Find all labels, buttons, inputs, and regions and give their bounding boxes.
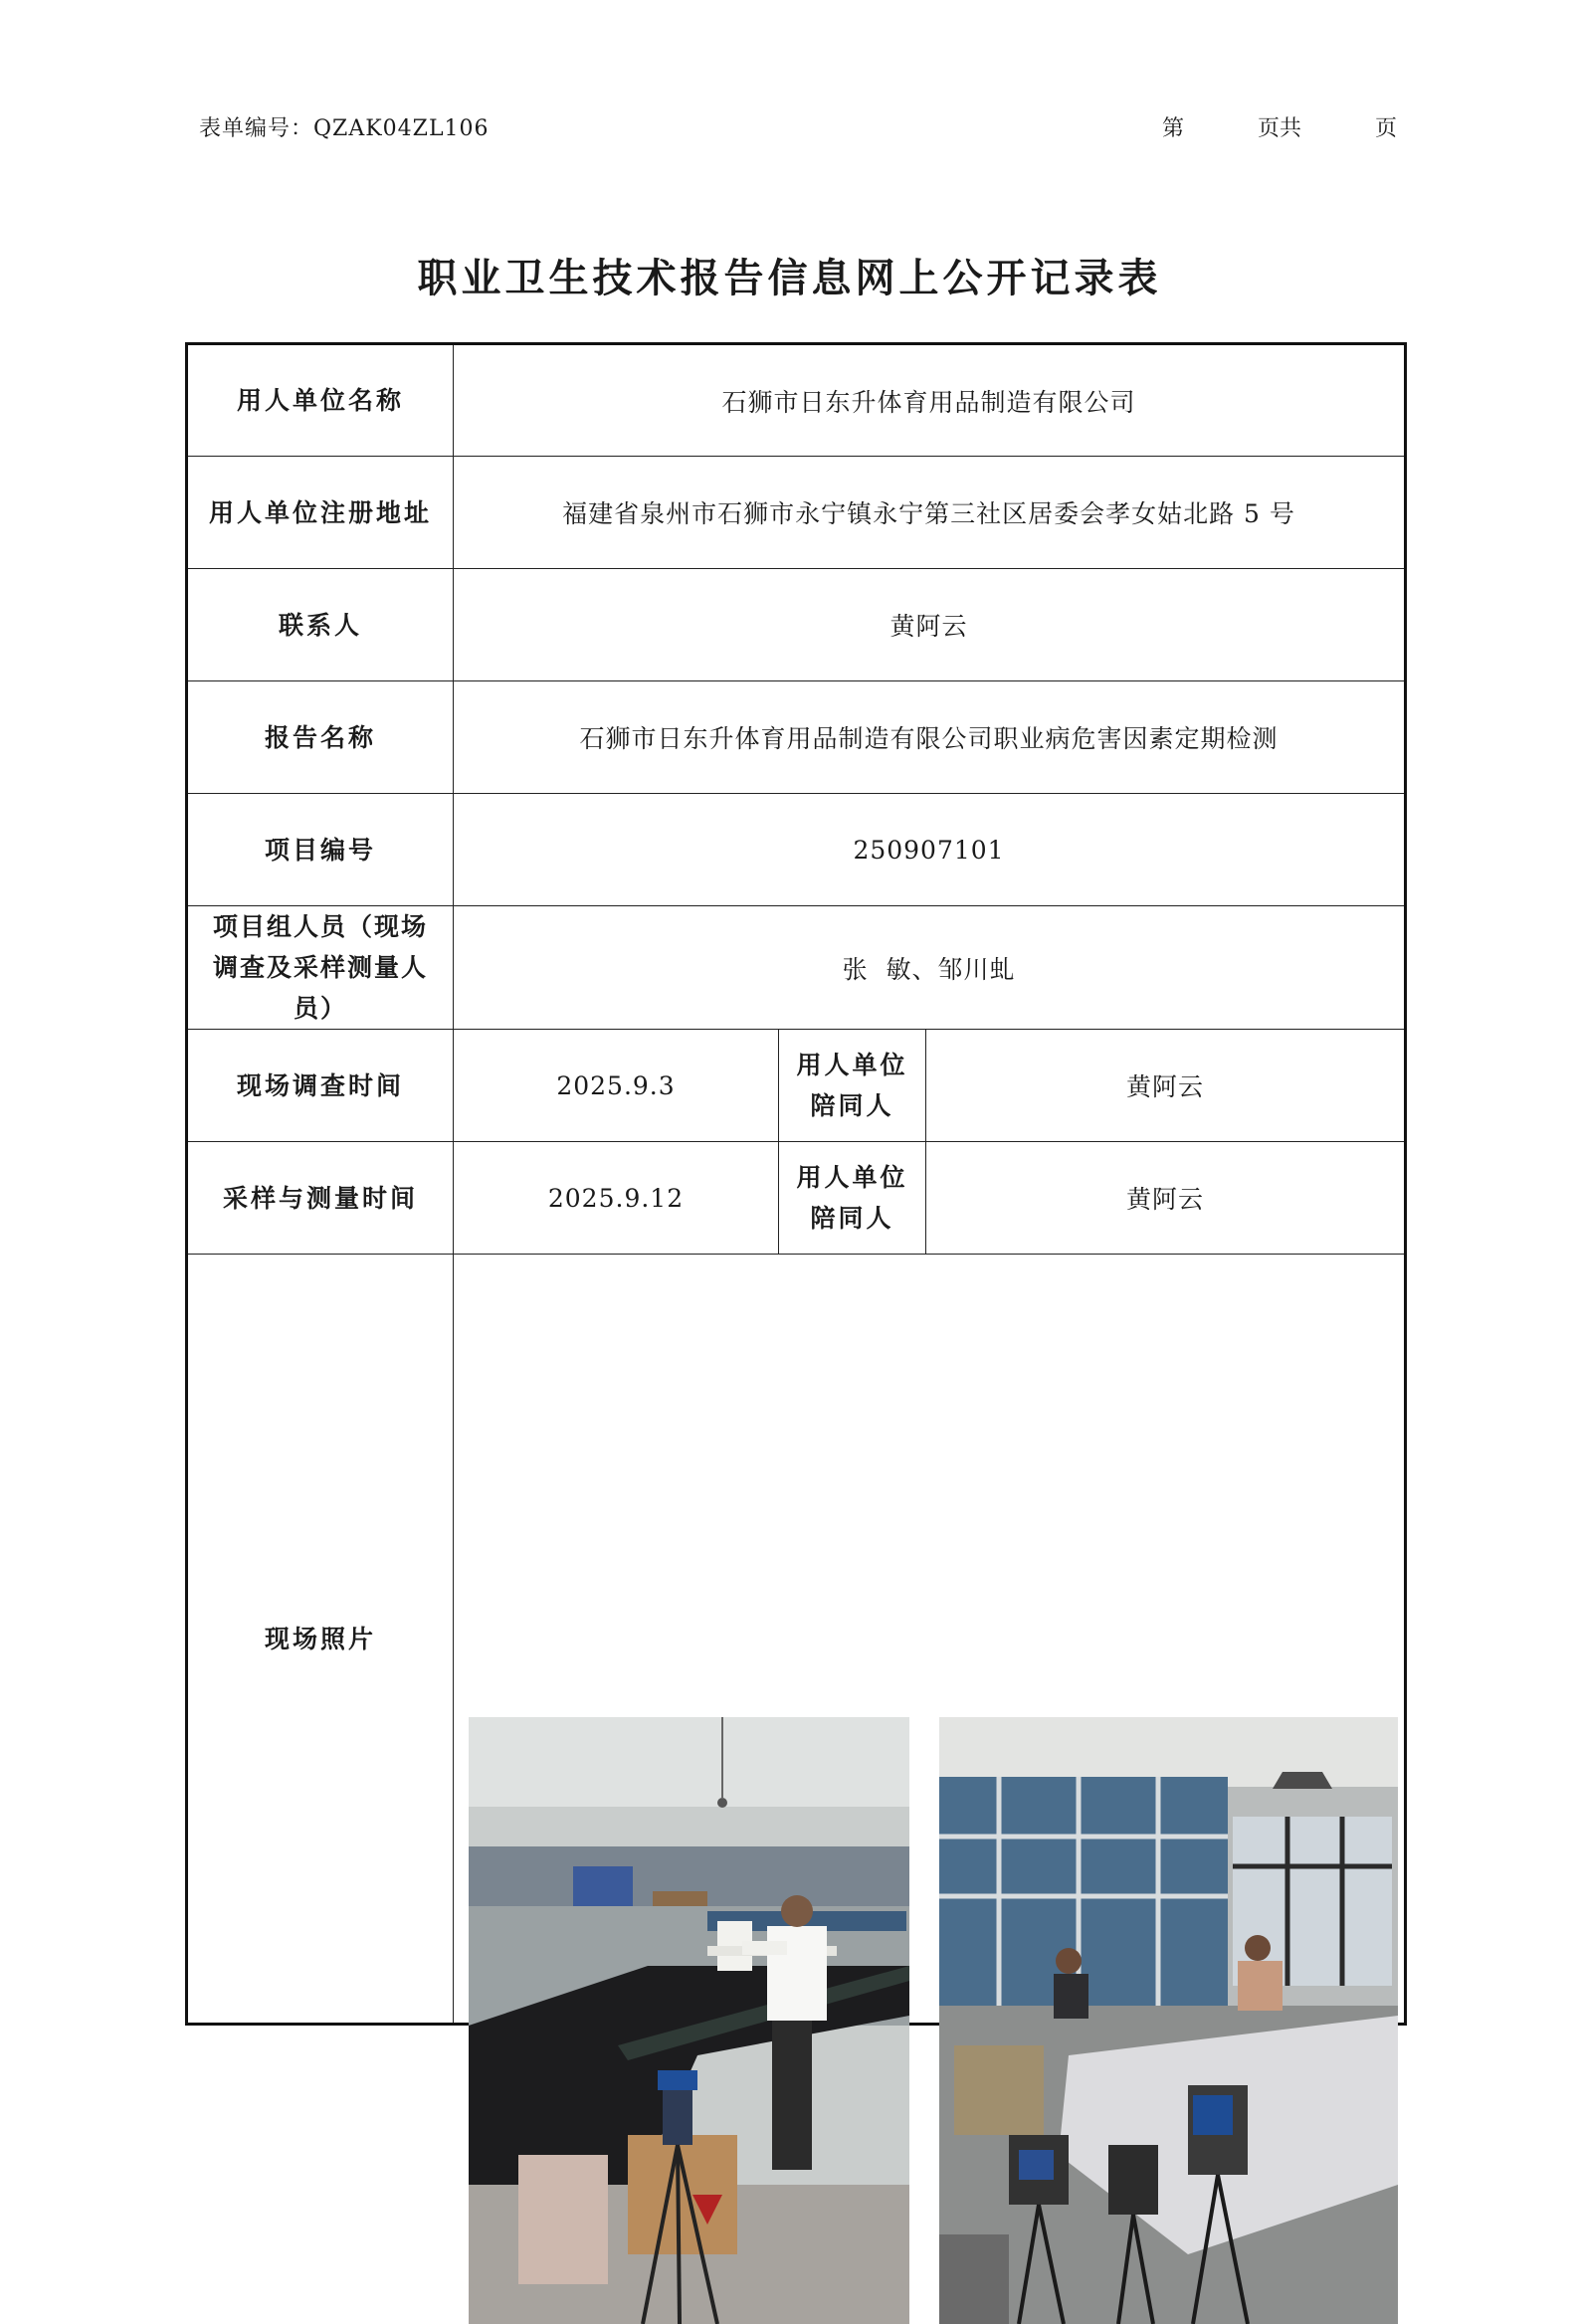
address-label: 用人单位注册地址 — [187, 457, 454, 569]
row-sampling — [187, 1142, 1406, 1255]
survey-time-value: 2025.9.3 — [454, 1030, 779, 1142]
survey-time-label: 现场调查时间 — [187, 1030, 454, 1142]
row-project-no — [187, 794, 1406, 906]
row-team — [187, 906, 1406, 1030]
row-contact — [187, 569, 1406, 681]
survey-escort-value: 黄阿云 — [926, 1030, 1406, 1142]
report-name-value: 石狮市日东升体育用品制造有限公司职业病危害因素定期检测 — [454, 681, 1406, 794]
row-address — [187, 457, 1406, 569]
contact-value: 黄阿云 — [454, 569, 1406, 681]
form-number: 表单编号：QZAK04ZL106 — [199, 116, 490, 141]
sampling-escort-label: 用人单位陪同人 — [779, 1142, 926, 1255]
photos-label: 现场照片 — [187, 1255, 454, 2025]
sampling-time-value: 2025.9.12 — [454, 1142, 779, 1255]
photos-cell — [454, 1255, 1406, 2025]
row-survey — [187, 1030, 1406, 1142]
page-title: 职业卫生技术报告信息网上公开记录表 — [417, 256, 1162, 301]
survey-escort-label: 用人单位陪同人 — [779, 1030, 926, 1142]
row-company-name — [187, 344, 1406, 457]
company-name-label: 用人单位名称 — [187, 344, 454, 457]
team-label: 项目组人员（现场调查及采样测量人员） — [187, 906, 454, 1030]
project-no-value: 250907101 — [454, 794, 1406, 906]
team-value: 张 敏、邹川虬 — [454, 906, 1406, 1030]
sampling-time-label: 采样与测量时间 — [187, 1142, 454, 1255]
row-photos — [187, 1255, 1406, 2025]
row-report-name — [187, 681, 1406, 794]
report-name-label: 报告名称 — [187, 681, 454, 794]
sampling-escort-value: 黄阿云 — [926, 1142, 1406, 1255]
record-table — [185, 342, 1407, 2026]
project-no-label: 项目编号 — [187, 794, 454, 906]
company-name-value: 石狮市日东升体育用品制造有限公司 — [454, 344, 1406, 457]
address-value: 福建省泉州市石狮市永宁镇永宁第三社区居委会孝女姑北路 5 号 — [454, 457, 1406, 569]
page-info: 第 页共 页 — [1162, 116, 1397, 141]
contact-label: 联系人 — [187, 569, 454, 681]
